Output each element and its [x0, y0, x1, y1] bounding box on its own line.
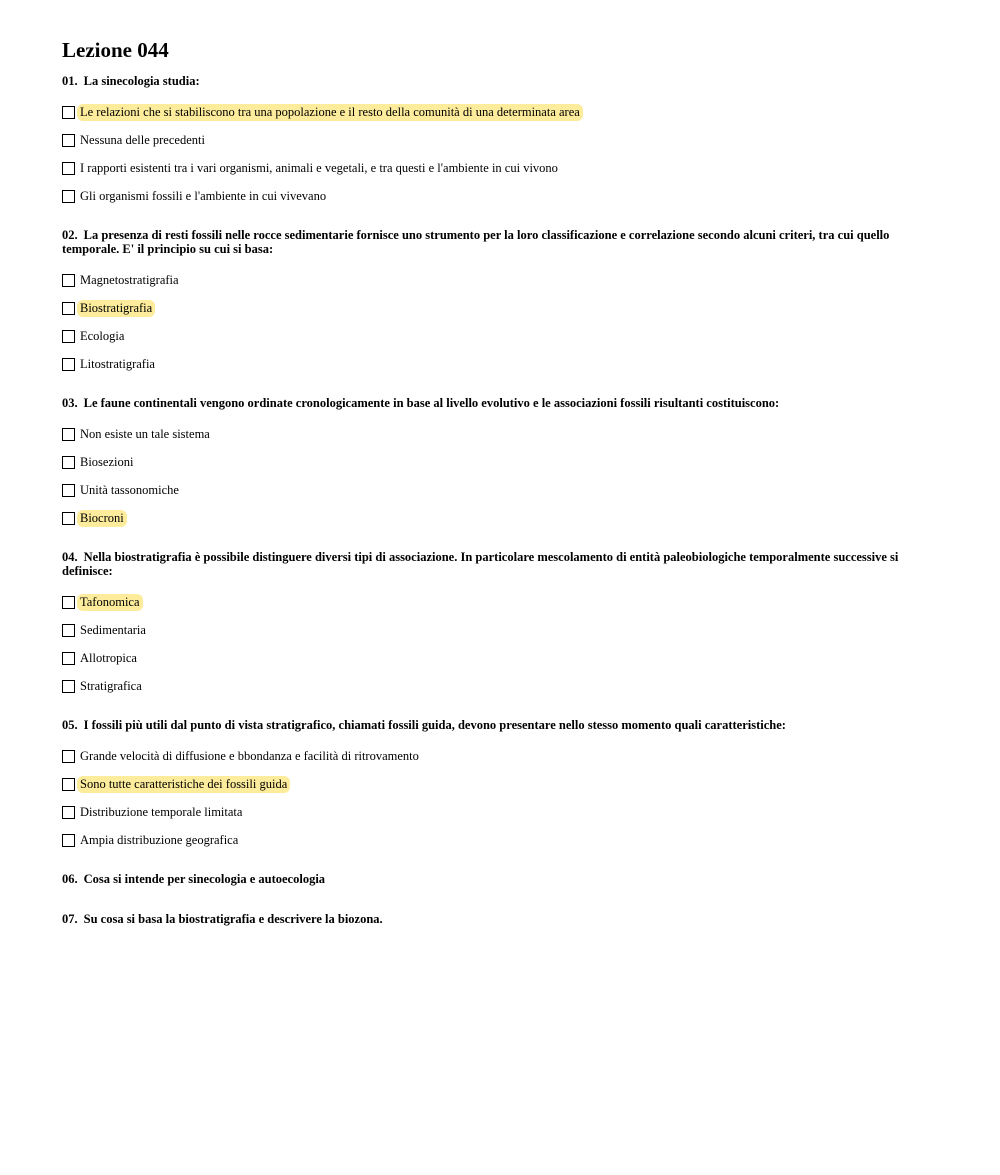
- answer-option[interactable]: [62, 266, 938, 294]
- checkbox[interactable]: [62, 680, 75, 693]
- checkbox[interactable]: [62, 190, 75, 203]
- question-01: [62, 74, 938, 210]
- question-prompt: Nella biostratigrafia è possibile distinguere diversi tipi di associazione. In particolare mescolamento di entità paleobiologiche temporalmente successive si definisce:: [62, 550, 899, 578]
- answer-label: Magnetostratigrafia: [80, 272, 179, 287]
- answer-option[interactable]: [62, 322, 938, 350]
- answer-option[interactable]: [62, 350, 938, 378]
- checkbox[interactable]: [62, 330, 75, 343]
- answer-option[interactable]: [62, 588, 938, 616]
- question-number: 07.: [62, 912, 78, 926]
- checkbox[interactable]: [62, 484, 75, 497]
- answer-label: Unità tassonomiche: [80, 482, 179, 497]
- question-number: 04.: [62, 550, 78, 564]
- answer-label: Non esiste un tale sistema: [80, 426, 210, 441]
- question-02: [62, 228, 938, 378]
- question-07: [62, 912, 938, 926]
- question-text: [62, 396, 938, 410]
- question-number: 05.: [62, 718, 78, 732]
- answer-label-highlighted: Biostratigrafia: [77, 300, 155, 317]
- answer-label-highlighted: Tafonomica: [77, 594, 143, 611]
- answer-option[interactable]: [62, 294, 938, 322]
- answer-label: Grande velocità di diffusione e bbondanza e facilità di ritrovamento: [80, 748, 419, 763]
- answer-label: Gli organismi fossili e l'ambiente in cui vivevano: [80, 188, 327, 203]
- question-text: [62, 912, 938, 926]
- checkbox[interactable]: [62, 652, 75, 665]
- question-number: 06.: [62, 872, 78, 886]
- question-text: [62, 718, 938, 732]
- question-06: [62, 872, 938, 886]
- answer-label: Stratigrafica: [80, 678, 142, 693]
- option-list: [62, 420, 938, 532]
- answer-label-highlighted: Sono tutte caratteristiche dei fossili guida: [77, 776, 290, 793]
- answer-label: I rapporti esistenti tra i vari organismi, animali e vegetali, e tra questi e l'ambiente in cui vivono: [80, 160, 558, 175]
- checkbox[interactable]: [62, 274, 75, 287]
- checkbox[interactable]: [62, 624, 75, 637]
- checkbox[interactable]: [62, 358, 75, 371]
- question-text: [62, 228, 938, 256]
- question-number: 02.: [62, 228, 78, 242]
- answer-label: Ecologia: [80, 328, 125, 343]
- question-prompt: La sinecologia studia:: [83, 74, 200, 88]
- question-prompt: Cosa si intende per sinecologia e autoecologia: [83, 872, 326, 886]
- question-05: [62, 718, 938, 854]
- question-prompt: Su cosa si basa la biostratigrafia e descrivere la biozona.: [83, 912, 383, 926]
- question-text: [62, 872, 938, 886]
- checkbox[interactable]: [62, 806, 75, 819]
- checkbox[interactable]: [62, 596, 75, 609]
- answer-option[interactable]: [62, 798, 938, 826]
- option-list: [62, 266, 938, 378]
- checkbox[interactable]: [62, 456, 75, 469]
- checkbox[interactable]: [62, 134, 75, 147]
- answer-option[interactable]: [62, 644, 938, 672]
- answer-option[interactable]: [62, 448, 938, 476]
- answer-label: Allotropica: [80, 650, 137, 665]
- answer-option[interactable]: [62, 420, 938, 448]
- checkbox[interactable]: [62, 428, 75, 441]
- question-03: [62, 396, 938, 532]
- answer-label: Nessuna delle precedenti: [80, 132, 205, 147]
- answer-option[interactable]: [62, 476, 938, 504]
- question-prompt: Le faune continentali vengono ordinate cronologicamente in base al livello evolutivo e le associazioni fossili risultanti costituiscono:: [83, 396, 780, 410]
- question-prompt: I fossili più utili dal punto di vista stratigrafico, chiamati fossili guida, devono presentare nello stesso momento quali caratteristiche:: [83, 718, 786, 732]
- answer-option[interactable]: [62, 126, 938, 154]
- option-list: [62, 742, 938, 854]
- answer-label: Distribuzione temporale limitata: [80, 804, 243, 819]
- checkbox[interactable]: [62, 106, 75, 119]
- question-04: [62, 550, 938, 700]
- answer-option[interactable]: [62, 672, 938, 700]
- answer-label-highlighted: Le relazioni che si stabiliscono tra una popolazione e il resto della comunità di una determinata area: [77, 104, 583, 121]
- answer-label-highlighted: Biocroni: [77, 510, 127, 527]
- answer-option[interactable]: [62, 826, 938, 854]
- question-number: 01.: [62, 74, 78, 88]
- checkbox[interactable]: [62, 512, 75, 525]
- answer-option[interactable]: [62, 182, 938, 210]
- checkbox[interactable]: [62, 778, 75, 791]
- option-list: [62, 588, 938, 700]
- answer-label: Biosezioni: [80, 454, 134, 469]
- option-list: [62, 98, 938, 210]
- lesson-title: Lezione 044: [62, 38, 169, 62]
- checkbox[interactable]: [62, 302, 75, 315]
- answer-option[interactable]: [62, 742, 938, 770]
- answer-option[interactable]: [62, 504, 938, 532]
- answer-label: Litostratigrafia: [80, 356, 155, 371]
- question-text: [62, 550, 938, 578]
- question-text: [62, 74, 938, 88]
- answer-option[interactable]: [62, 616, 938, 644]
- question-prompt: La presenza di resti fossili nelle rocce sedimentarie fornisce uno strumento per la loro classificazione e correlazione secondo alcuni criteri, tra cui quello temporale. E' il principio su cui si basa:: [62, 228, 890, 256]
- checkbox[interactable]: [62, 162, 75, 175]
- answer-option[interactable]: [62, 154, 938, 182]
- answer-label: Ampia distribuzione geografica: [80, 832, 239, 847]
- answer-option[interactable]: [62, 770, 938, 798]
- checkbox[interactable]: [62, 750, 75, 763]
- checkbox[interactable]: [62, 834, 75, 847]
- answer-option[interactable]: [62, 98, 938, 126]
- question-number: 03.: [62, 396, 78, 410]
- answer-label: Sedimentaria: [80, 622, 146, 637]
